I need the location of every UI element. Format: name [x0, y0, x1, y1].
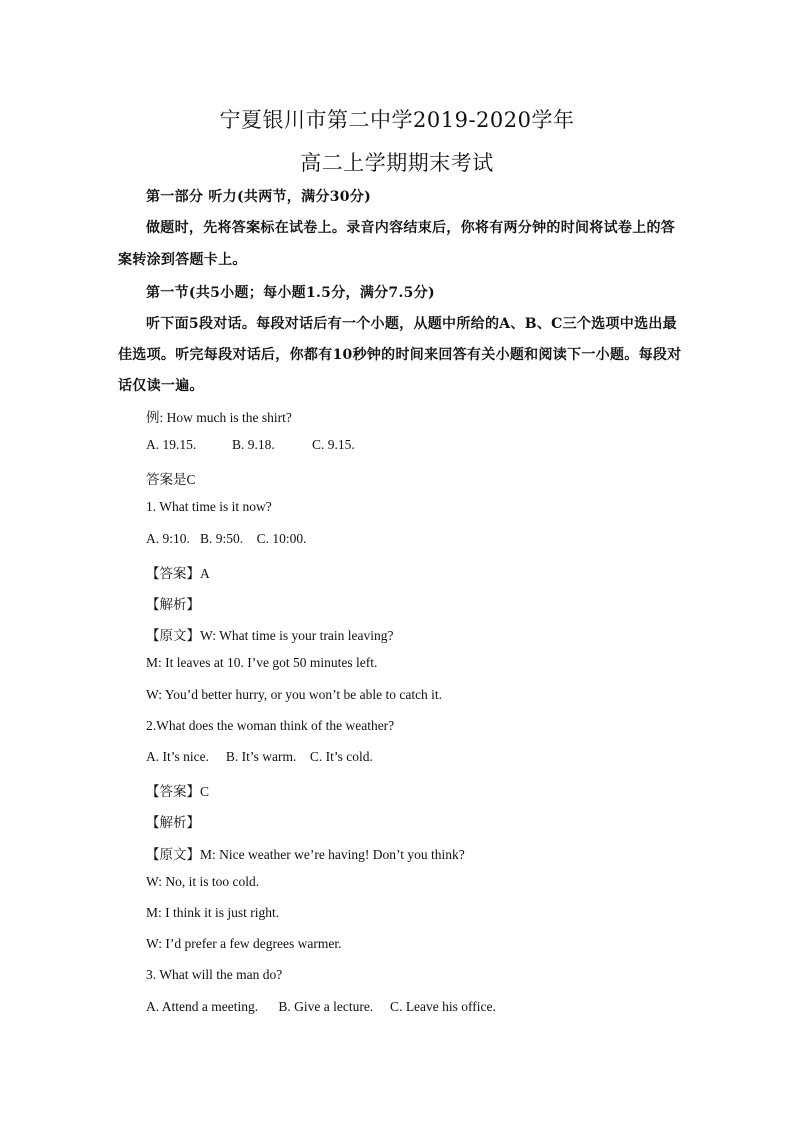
q2-transcript-line: W: No, it is too cold.	[146, 874, 260, 889]
q1-options: A. 9:10. B. 9:50. C. 10:00.	[146, 531, 307, 546]
section1-heading: 第一节(共5小题；每小题1.5分，满分7.5分)	[146, 285, 435, 301]
directions-line-2: 佳选项。听完每段对话后，你都有10秒钟的时间来回答有关小题和阅读下一小题。每段对	[118, 347, 682, 363]
exam-title: 宁夏银川市第二中学2019-2020学年	[219, 108, 575, 132]
q1-transcript-line: M: It leaves at 10. I’ve got 50 minutes left.	[146, 655, 378, 670]
q3-options: A. Attend a meeting. B. Give a lecture. C. Leave his office.	[146, 999, 496, 1014]
q1-analysis: 【解析】	[146, 597, 200, 612]
directions-line-3: 话仅读一遍。	[118, 378, 204, 394]
directions-line-1: 听下面5段对话。每段对话后有一个小题，从题中所给的A、B、C三个选项中选出最	[146, 316, 677, 332]
q2-transcript-line: M: I think it is just right.	[146, 905, 280, 920]
q2-transcript-line: 【原文】M: Nice weather we’re having! Don’t you think?	[146, 847, 465, 862]
example-option-c: C. 9.15.	[312, 437, 355, 452]
q2-transcript-line: W: I’d prefer a few degrees warmer.	[146, 936, 342, 951]
q3-question: 3. What will the man do?	[146, 967, 283, 982]
example-option-a: A. 19.15.	[146, 437, 197, 452]
q1-answer: 【答案】A	[146, 566, 210, 581]
example-option-b: B. 9.18.	[232, 437, 275, 452]
q2-analysis: 【解析】	[146, 815, 200, 830]
example-options	[146, 437, 355, 453]
q1-transcript-line: 【原文】W: What time is your train leaving?	[146, 628, 394, 643]
q1-transcript-line: W: You’d better hurry, or you won’t be able to catch it.	[146, 687, 443, 702]
q1-question: 1. What time is it now?	[146, 499, 272, 514]
instruction-line-2: 案转涂到答题卡上。	[118, 252, 247, 268]
part1-heading: 第一部分 听力(共两节，满分30分)	[146, 189, 372, 205]
q2-question: 2.What does the woman think of the weather?	[146, 718, 395, 733]
exam-subtitle: 高二上学期期末考试	[300, 151, 494, 175]
q2-options: A. It’s nice. B. It’s warm. C. It’s cold.	[146, 749, 373, 764]
q2-answer: 【答案】C	[146, 784, 210, 799]
instruction-line-1: 做题时，先将答案标在试卷上。录音内容结束后，你将有两分钟的时间将试卷上的答	[146, 220, 676, 236]
example-question: 例: How much is the shirt?	[146, 410, 292, 425]
example-answer: 答案是C	[146, 472, 196, 487]
